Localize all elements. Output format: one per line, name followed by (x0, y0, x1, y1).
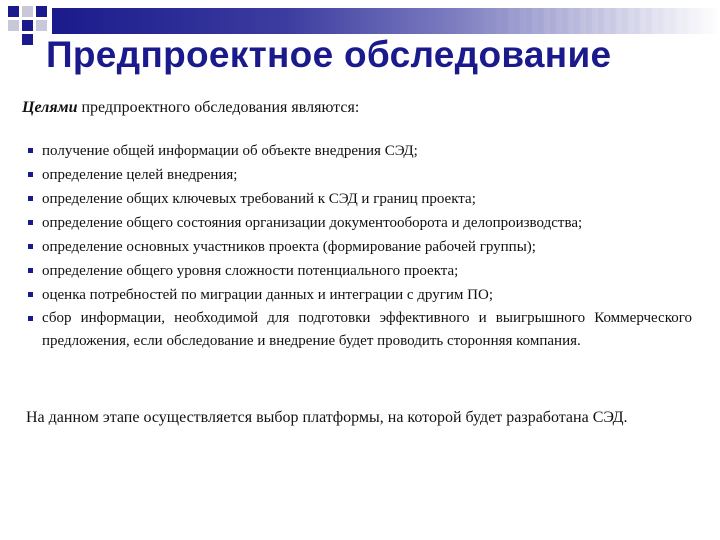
decor-square (22, 6, 33, 17)
slide-title: Предпроектное обследование (46, 34, 612, 75)
goals-list (28, 139, 692, 353)
list-item-text: определение общего уровня сложности потенциального проекта; (42, 263, 459, 279)
list-item-text: оценка потребностей по миграции данных и интеграции с другим ПО; (42, 287, 493, 303)
bullet-icon (28, 316, 33, 321)
bullet-icon (28, 268, 33, 273)
list-item-text: определение общего состояния организации документооборота и делопроизводства; (42, 215, 583, 231)
bullet-icon (28, 196, 33, 201)
list-item-text: получение общей информации об объекте внедрения СЭД; (42, 143, 418, 159)
header-pattern (52, 8, 720, 34)
bullet-icon (28, 220, 33, 225)
bullet-icon (28, 292, 33, 297)
list-item (28, 139, 692, 163)
conclusion-text: На данном этапе осуществляется выбор платформы, на которой будет разработана СЭД. (26, 409, 628, 426)
decor-square (36, 20, 47, 31)
list-item (28, 211, 692, 235)
list-item (28, 259, 692, 283)
decor-square (22, 20, 33, 31)
bullet-icon (28, 244, 33, 249)
list-item-text: определение основных участников проекта (формирование рабочей группы); (42, 239, 536, 255)
decor-square (22, 34, 33, 45)
list-item-text: сбор информации, необходимой для подготовки эффективного и выигрышного Коммерческого предложения, если обследование и внедрение будет проводить сторонняя компания. (42, 310, 692, 349)
decor-square (8, 6, 19, 17)
list-item-text: определение целей внедрения; (42, 167, 238, 183)
list-item (28, 235, 692, 259)
intro-text: предпроектного обследования являются: (77, 99, 360, 116)
bullet-icon (28, 172, 33, 177)
list-item-text: определение общих ключевых требований к СЭД и границ проекта; (42, 191, 476, 207)
list-item (28, 307, 692, 353)
bullet-icon (28, 148, 33, 153)
list-item (28, 163, 692, 187)
intro-lead: Целями (22, 99, 78, 116)
decor-square (36, 6, 47, 17)
intro-line (22, 99, 682, 117)
list-item (28, 187, 692, 211)
decor-square (8, 20, 19, 31)
list-item (28, 283, 692, 307)
